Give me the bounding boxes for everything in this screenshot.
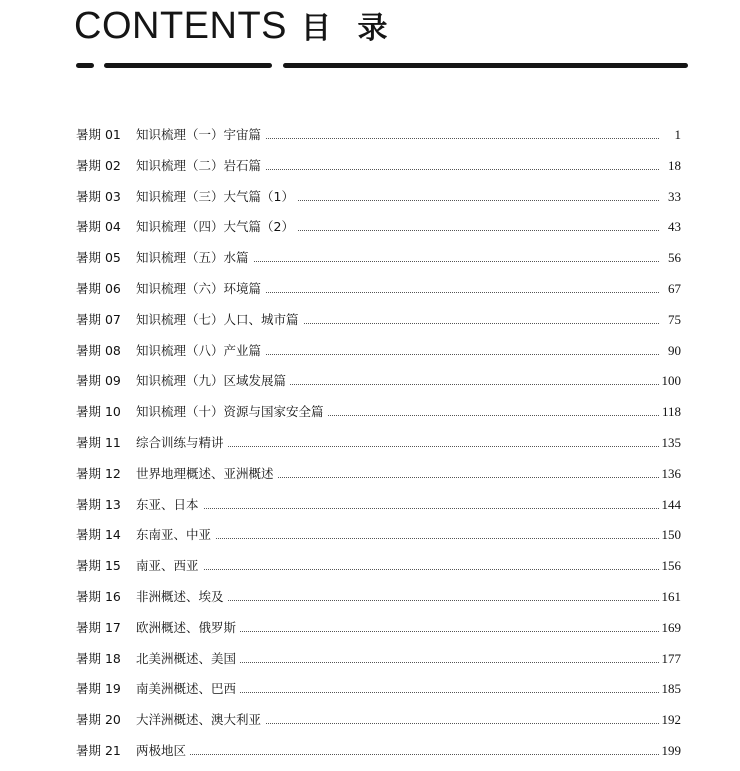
toc-entry-title: 非洲概述、埃及 [136, 586, 228, 608]
toc-entry-term: 暑期 21 [76, 743, 121, 758]
page-heading [74, 4, 395, 48]
toc-entry-term: 暑期 15 [76, 558, 121, 574]
toc-entry-page-number: 33 [665, 186, 681, 208]
toc-entry-term: 暑期 12 [76, 465, 121, 481]
toc-entry-term: 暑期 14 [76, 527, 121, 543]
toc-entry-page-number: 156 [659, 555, 682, 577]
toc-entry-title: 知识梳理（三）大气篇（1） [136, 186, 298, 208]
toc-entry-page-number: 67 [665, 278, 681, 300]
heading-rule-middle [104, 63, 272, 68]
toc-entry-term: 暑期 03 [76, 188, 121, 204]
dot-leader [136, 508, 659, 509]
toc-entry-term: 暑期 01 [76, 127, 121, 142]
heading-mulu: 目 录 [301, 11, 396, 46]
toc-entry-title: 知识梳理（十）资源与国家安全篇 [136, 401, 328, 423]
dot-leader [136, 754, 659, 755]
toc-entry-page-number: 90 [665, 340, 681, 362]
toc-entry-page-number: 199 [659, 740, 682, 762]
toc-entry-page-number: 185 [659, 678, 682, 700]
toc-entry-title: 知识梳理（六）环境篇 [136, 278, 265, 300]
toc-entry-title: 欧洲概述、俄罗斯 [136, 617, 240, 639]
toc-entry [76, 432, 681, 454]
toc-entry [76, 524, 681, 546]
toc-entry-title: 东亚、日本 [136, 494, 203, 516]
toc-entry-title: 知识梳理（四）大气篇（2） [136, 216, 298, 238]
toc-entry-title: 知识梳理（九）区域发展篇 [136, 370, 290, 392]
toc-entry [76, 678, 681, 700]
toc-entry [76, 617, 681, 639]
toc-entry-term: 暑期 11 [76, 435, 121, 450]
toc-entry-page-number: 144 [659, 494, 682, 516]
toc-entry-title: 知识梳理（二）岩石篇 [136, 155, 265, 177]
toc-entry-title: 知识梳理（五）水篇 [136, 247, 253, 269]
toc-entry [76, 124, 681, 146]
toc-entry [76, 186, 681, 208]
toc-entry-term: 暑期 17 [76, 619, 121, 635]
toc-entry-title: 知识梳理（八）产业篇 [136, 340, 265, 362]
toc-entry-page-number: 18 [665, 155, 681, 177]
toc-entry [76, 216, 681, 238]
toc-entry-term: 暑期 06 [76, 281, 121, 296]
toc-entry-term: 暑期 09 [76, 373, 121, 389]
toc-entry-term: 暑期 04 [76, 219, 121, 235]
heading-contents: CONTENTS [74, 5, 287, 47]
toc-entry-title: 东南亚、中亚 [136, 524, 215, 546]
toc-entry-title: 南美洲概述、巴西 [136, 678, 240, 700]
toc-entry-term: 暑期 05 [76, 250, 121, 266]
toc-entry-term: 暑期 20 [76, 712, 121, 728]
toc-entry-term: 暑期 16 [76, 589, 121, 604]
toc-entry [76, 648, 681, 670]
toc-entry [76, 278, 681, 300]
toc-entry-page-number: 169 [659, 617, 682, 639]
toc-entry-title: 南亚、西亚 [136, 555, 203, 577]
toc-entry [76, 340, 681, 362]
toc-entry [76, 555, 681, 577]
toc-entry-title: 知识梳理（七）人口、城市篇 [136, 309, 303, 331]
toc-entry-page-number: 1 [672, 124, 682, 146]
toc-entry [76, 709, 681, 731]
toc-entry-term: 暑期 08 [76, 342, 121, 358]
toc-entry-term: 暑期 13 [76, 496, 121, 512]
toc-entry [76, 463, 681, 485]
toc-entry [76, 155, 681, 177]
toc-entry [76, 401, 681, 423]
toc-entry-page-number: 192 [659, 709, 682, 731]
heading-rule-long [283, 63, 688, 68]
toc-entry-term: 暑期 07 [76, 311, 121, 327]
toc-entry [76, 247, 681, 269]
toc-entry-page-number: 100 [659, 370, 682, 392]
dot-leader [136, 569, 659, 570]
toc-entry [76, 740, 681, 762]
toc-entry-title: 综合训练与精讲 [136, 432, 228, 454]
toc-entry-term: 暑期 19 [76, 681, 121, 697]
toc-entry [76, 586, 681, 608]
toc-entry [76, 309, 681, 331]
toc-entry-title: 世界地理概述、亚洲概述 [136, 463, 278, 485]
toc-entry-page-number: 161 [659, 586, 682, 608]
toc-entry-page-number: 136 [659, 463, 682, 485]
toc-entry-term: 暑期 18 [76, 650, 121, 666]
toc-entry-page-number: 135 [659, 432, 682, 454]
toc-entry-page-number: 118 [659, 401, 681, 423]
toc-entry-term: 暑期 02 [76, 157, 121, 173]
toc-entry [76, 370, 681, 392]
toc-entry-page-number: 56 [665, 247, 681, 269]
toc-entry-page-number: 177 [659, 648, 682, 670]
toc-entry-title: 大洋洲概述、澳大利亚 [136, 709, 265, 731]
toc-entry-term: 暑期 10 [76, 404, 121, 420]
toc-entry-title: 两极地区 [136, 740, 190, 762]
toc-entry-title: 北美洲概述、美国 [136, 648, 240, 670]
toc-entry-page-number: 43 [665, 216, 681, 238]
toc-entry-page-number: 150 [659, 524, 682, 546]
toc-entry-title: 知识梳理（一）宇宙篇 [136, 124, 265, 146]
toc-entry [76, 494, 681, 516]
heading-rule-short [76, 63, 94, 68]
toc-entry-page-number: 75 [665, 309, 681, 331]
